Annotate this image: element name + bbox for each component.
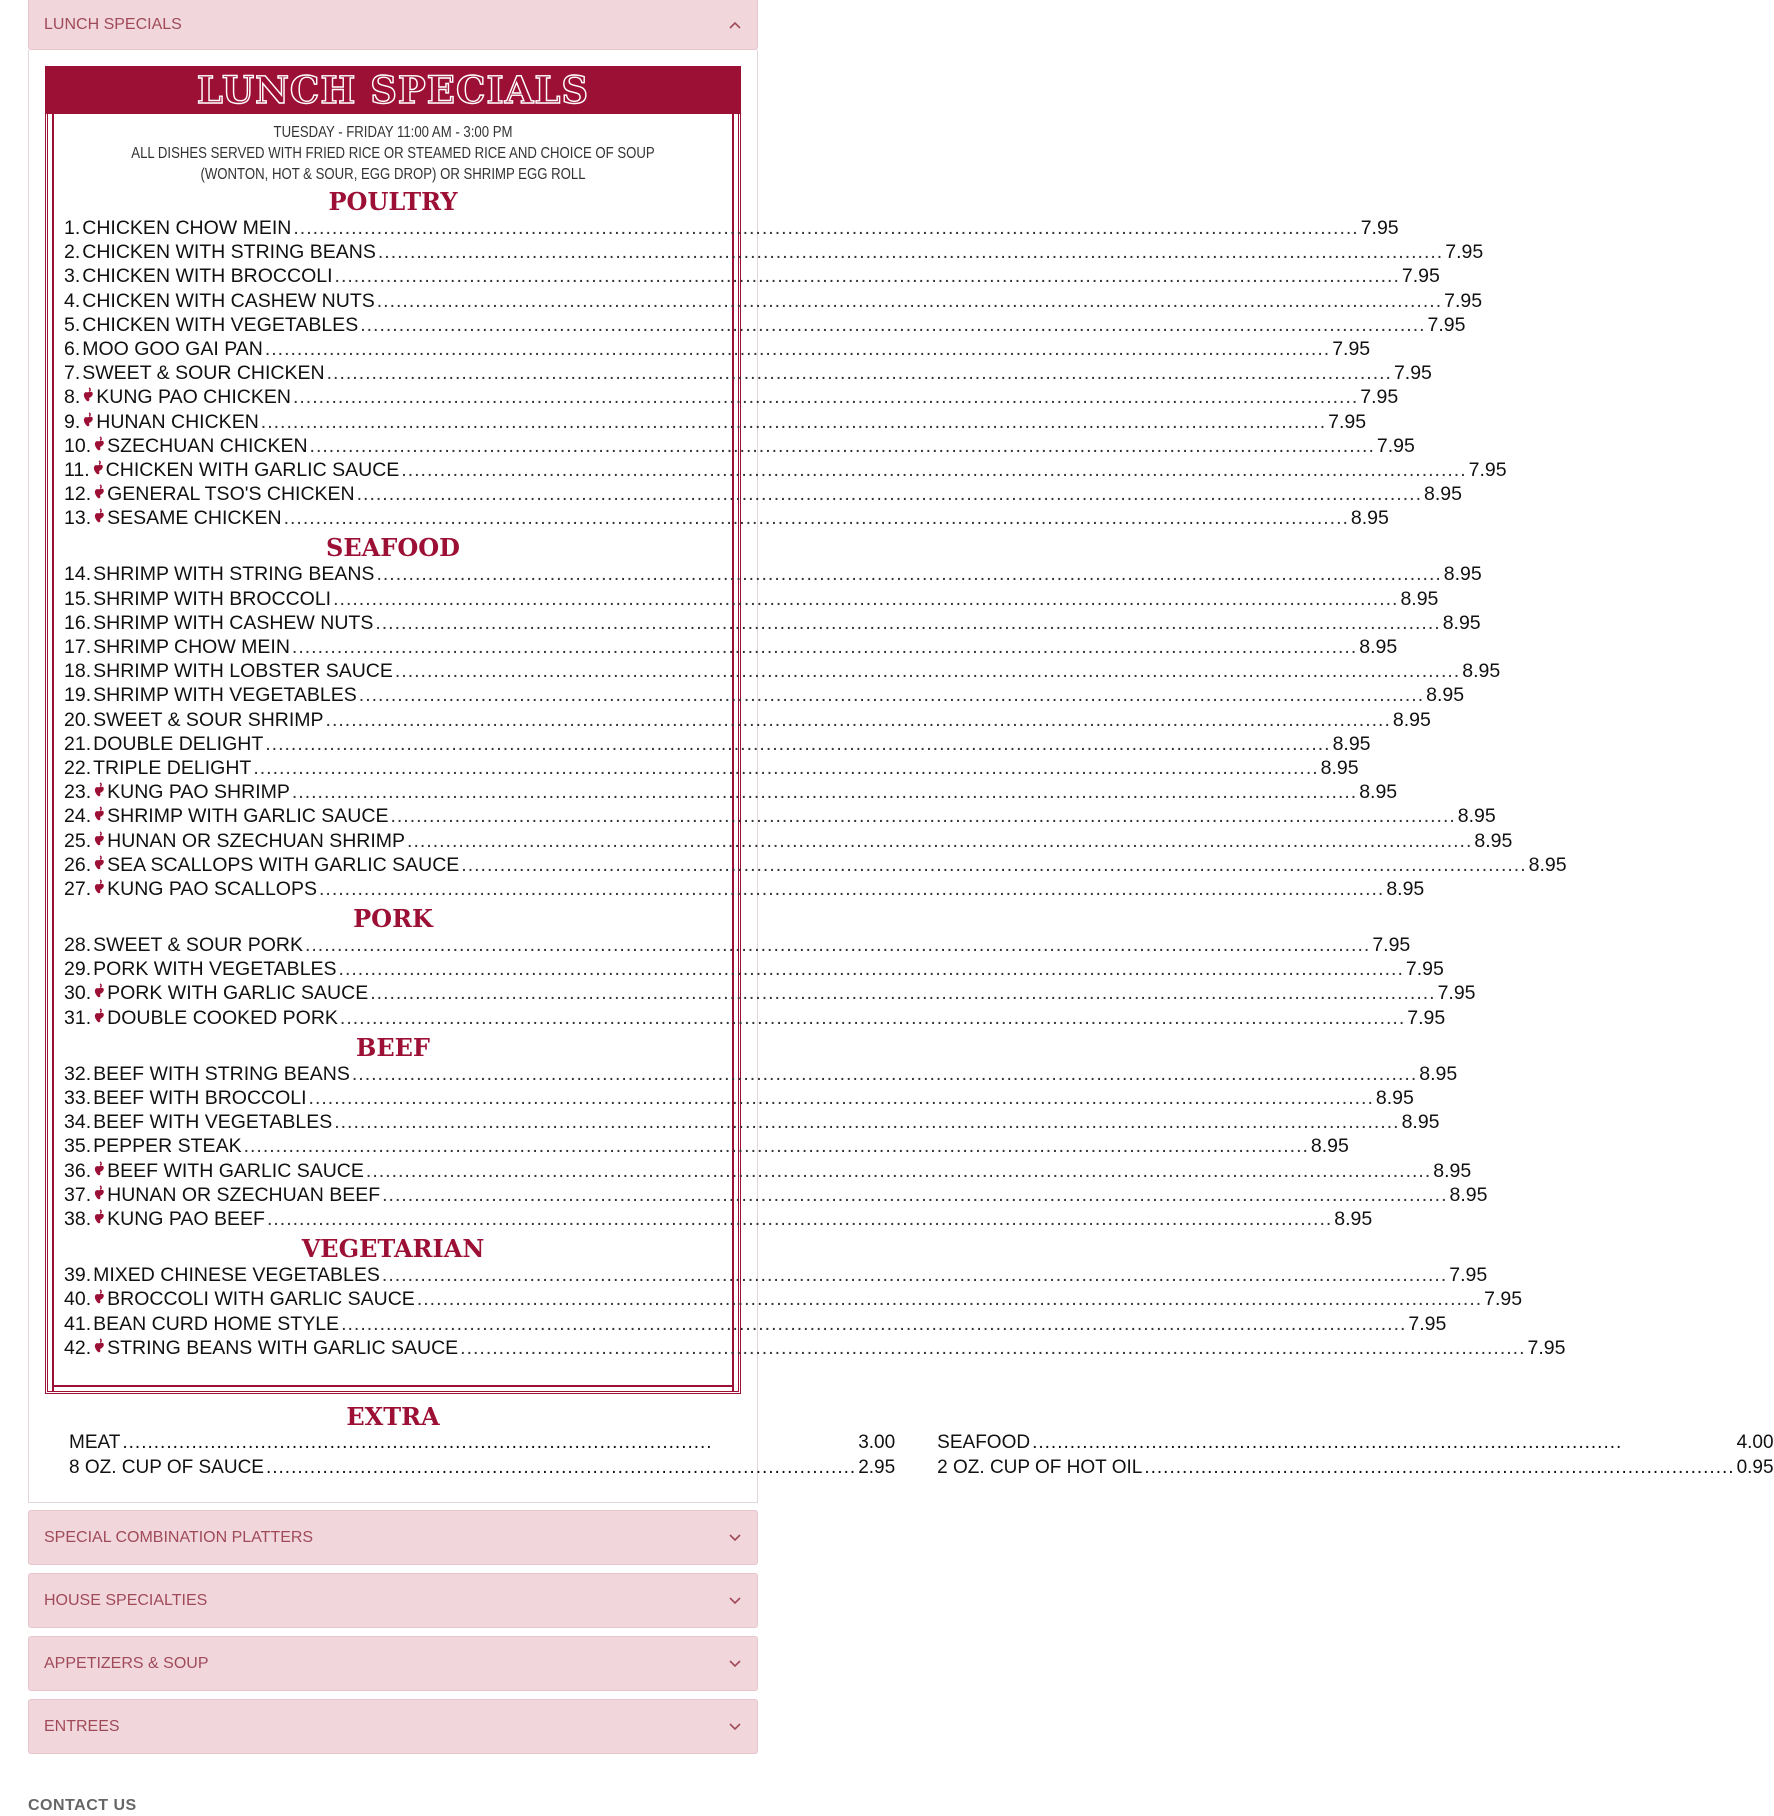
leader-dots bbox=[375, 612, 1440, 635]
menu-item-price: 8.95 bbox=[1320, 756, 1359, 779]
menu-item bbox=[48, 756, 1359, 781]
menu-item-price: 8.95 bbox=[1419, 1062, 1458, 1085]
menu-item bbox=[48, 877, 1425, 902]
leader-dots bbox=[360, 314, 1425, 337]
accordion-label: LUNCH SPECIALS bbox=[44, 15, 182, 33]
menu-item-name: BEEF WITH STRING BEANS bbox=[93, 1062, 350, 1085]
leader-dots bbox=[293, 217, 1358, 240]
leader-dots bbox=[305, 934, 1370, 957]
menu-item bbox=[48, 611, 1481, 636]
chevron-down-icon bbox=[728, 1720, 742, 1734]
menu-item-number: 36. bbox=[64, 1159, 92, 1182]
leader-dots bbox=[334, 1111, 1399, 1134]
pepper-icon bbox=[93, 983, 107, 1004]
pepper-icon bbox=[82, 412, 96, 433]
menu-item bbox=[48, 483, 1462, 507]
menu-item-price: 7.95 bbox=[1449, 1264, 1488, 1287]
menu-item-number: 35. bbox=[64, 1135, 92, 1158]
extra-col-left bbox=[69, 1432, 895, 1482]
menu-item-name: CHICKEN CHOW MEIN bbox=[82, 217, 292, 239]
menu-item-price: 7.95 bbox=[1360, 386, 1399, 409]
menu-item-name: SZECHUAN CHICKEN bbox=[107, 434, 308, 457]
accordion-label: APPETIZERS & SOUP bbox=[44, 1654, 209, 1672]
leader-dots bbox=[265, 338, 1330, 361]
accordion-header-appetizers-soup[interactable] bbox=[28, 1636, 758, 1691]
accordion-header-house-specialties[interactable] bbox=[28, 1573, 758, 1628]
pepper-icon bbox=[93, 879, 107, 900]
menu-item bbox=[48, 829, 1513, 854]
menu-item-number: 13. bbox=[64, 507, 92, 530]
menu-item-name: MIXED CHINESE VEGETABLES bbox=[93, 1264, 380, 1287]
menu-item-name: BEEF WITH GARLIC SAUCE bbox=[107, 1159, 364, 1182]
menu-item-number: 16. bbox=[64, 611, 92, 634]
menu-item-name: PORK WITH VEGETABLES bbox=[93, 958, 337, 981]
menu-item bbox=[48, 853, 1567, 878]
menu-item bbox=[48, 507, 1389, 531]
menu-item-price: 7.95 bbox=[1445, 241, 1484, 264]
menu-item-name: CHICKEN WITH GARLIC SAUCE bbox=[105, 458, 400, 481]
leader-dots bbox=[359, 684, 1424, 707]
menu-item-name: KUNG PAO SCALLOPS bbox=[107, 877, 317, 900]
pepper-icon bbox=[93, 831, 107, 852]
menu-banner-title: LUNCH SPECIALS bbox=[196, 68, 590, 112]
menu-item bbox=[48, 781, 1398, 805]
menu-item-price: 8.95 bbox=[1528, 853, 1567, 876]
pepper-icon bbox=[93, 1185, 107, 1206]
menu-item-price: 7.95 bbox=[1393, 362, 1432, 385]
menu-item-name: BROCCOLI WITH GARLIC SAUCE bbox=[107, 1288, 415, 1311]
menu-item-name: BEAN CURD HOME STYLE bbox=[93, 1312, 340, 1335]
menu-item bbox=[48, 708, 1431, 733]
leader-dots bbox=[401, 459, 1466, 482]
menu-item-price: 7.95 bbox=[1360, 217, 1399, 239]
menu-item-price: 8.95 bbox=[1310, 1135, 1349, 1158]
menu-item-name: DOUBLE DELIGHT bbox=[93, 732, 264, 755]
menu-item bbox=[48, 337, 1371, 362]
chevron-down-icon bbox=[728, 1657, 742, 1671]
menu-item-name: TRIPLE DELIGHT bbox=[93, 756, 252, 779]
contact-heading: CONTACT US bbox=[28, 1797, 137, 1814]
menu-item-name: SHRIMP WITH VEGETABLES bbox=[93, 684, 357, 707]
menu-item-number: 11. bbox=[64, 458, 90, 481]
leader-dots bbox=[284, 507, 1349, 530]
leader-dots bbox=[376, 563, 1441, 586]
menu-item-price: 7.95 bbox=[1427, 313, 1466, 336]
menu-item bbox=[48, 587, 1439, 612]
pepper-icon bbox=[93, 1209, 107, 1230]
menu-item bbox=[48, 636, 1398, 660]
menu-item-price: 8.95 bbox=[1449, 1183, 1488, 1206]
pepper-icon bbox=[93, 1338, 107, 1359]
menu-item-name: BEEF WITH VEGETABLES bbox=[93, 1111, 333, 1134]
extra-item bbox=[937, 1432, 1773, 1457]
menu-item-number: 25. bbox=[64, 829, 92, 852]
menu-item-price: 8.95 bbox=[1433, 1159, 1472, 1182]
pepper-icon bbox=[93, 436, 107, 457]
menu-item-name: SWEET & SOUR CHICKEN bbox=[82, 362, 325, 385]
accordion-header-entrees[interactable] bbox=[28, 1699, 758, 1754]
pepper-icon bbox=[93, 484, 107, 505]
menu-item-number: 32. bbox=[64, 1062, 92, 1085]
menu-item bbox=[48, 362, 1432, 386]
menu-item-name: PORK WITH GARLIC SAUCE bbox=[107, 982, 369, 1005]
menu-item-price: 8.95 bbox=[1386, 877, 1425, 900]
leader-dots bbox=[407, 830, 1472, 853]
menu-item-name: SHRIMP WITH GARLIC SAUCE bbox=[107, 805, 389, 828]
menu-item-number: 30. bbox=[64, 982, 92, 1005]
leader-dots bbox=[378, 241, 1443, 264]
menu-item-price: 8.95 bbox=[1457, 805, 1496, 828]
menu-item bbox=[48, 1111, 1440, 1135]
menu-item-name: CHICKEN WITH CASHEW NUTS bbox=[82, 289, 375, 312]
menu-item bbox=[48, 289, 1483, 314]
extra-item-price: 0.95 bbox=[1736, 1457, 1774, 1478]
menu-item-number: 27. bbox=[64, 877, 92, 900]
leader-dots bbox=[366, 1160, 1431, 1183]
menu-item-number: 8. bbox=[64, 386, 81, 409]
menu-item-number: 24. bbox=[64, 805, 92, 828]
pepper-icon bbox=[93, 806, 107, 827]
menu-item-number: 5. bbox=[64, 313, 81, 336]
menu-item-number: 23. bbox=[64, 781, 92, 804]
section-title: SEAFOOD bbox=[326, 533, 460, 563]
leader-dots bbox=[327, 362, 1392, 385]
menu-item-price: 8.95 bbox=[1334, 1207, 1373, 1230]
menu-item bbox=[48, 1264, 1488, 1288]
menu-item-number: 3. bbox=[64, 265, 81, 288]
leader-dots bbox=[326, 709, 1391, 732]
menu-item-number: 15. bbox=[64, 587, 92, 610]
menu-item-name: HUNAN OR SZECHUAN BEEF bbox=[107, 1183, 381, 1206]
menu-item-number: 12. bbox=[64, 483, 92, 506]
menu-item-name: BEEF WITH BROCCOLI bbox=[93, 1087, 307, 1109]
menu-item bbox=[48, 1087, 1414, 1111]
menu-item-price: 8.95 bbox=[1462, 660, 1501, 683]
menu-item-price: 8.95 bbox=[1442, 611, 1481, 634]
menu-item-name: KUNG PAO CHICKEN bbox=[96, 386, 291, 409]
leader-dots bbox=[382, 1184, 1447, 1207]
pepper-icon bbox=[93, 1008, 107, 1029]
menu-item-price: 7.95 bbox=[1401, 265, 1440, 288]
menu-item-price: 8.95 bbox=[1401, 1111, 1440, 1134]
menu-item bbox=[48, 434, 1415, 459]
menu-item-name: SESAME CHICKEN bbox=[107, 507, 282, 530]
menu-item-name: HUNAN CHICKEN bbox=[96, 410, 259, 433]
accordion-label: ENTREES bbox=[44, 1717, 120, 1735]
menu-item-number: 22. bbox=[64, 756, 92, 779]
menu-item-price: 7.95 bbox=[1437, 982, 1476, 1005]
menu-item-number: 26. bbox=[64, 853, 92, 876]
leader-dots bbox=[319, 878, 1384, 901]
menu-item-number: 28. bbox=[64, 934, 92, 957]
menu-item-name: KUNG PAO SHRIMP bbox=[107, 781, 290, 804]
extra-col-right bbox=[937, 1432, 1773, 1482]
menu-item-price: 7.95 bbox=[1328, 410, 1367, 433]
menu-item-number: 39. bbox=[64, 1264, 92, 1287]
menu-item-price: 8.95 bbox=[1443, 563, 1482, 586]
menu-item-number: 18. bbox=[64, 660, 92, 683]
menu-item-price: 8.95 bbox=[1474, 829, 1513, 852]
section-title: BEEF bbox=[356, 1032, 430, 1062]
pepper-icon bbox=[93, 782, 107, 803]
menu-item-name: SHRIMP CHOW MEIN bbox=[93, 636, 290, 658]
menu-sections bbox=[48, 187, 1567, 1361]
extra-item-name: 2 OZ. CUP OF HOT OIL bbox=[937, 1457, 1143, 1478]
leader-dots bbox=[253, 757, 1318, 780]
accordion-header-combination-platters[interactable] bbox=[28, 1510, 758, 1565]
leader-dots bbox=[122, 1432, 856, 1454]
pepper-icon bbox=[93, 1161, 107, 1182]
menu-frame bbox=[45, 114, 1567, 1394]
pepper-icon bbox=[93, 508, 107, 529]
leader-dots bbox=[395, 660, 1460, 683]
menu-info bbox=[100, 114, 687, 185]
menu-item-name: SWEET & SOUR SHRIMP bbox=[93, 708, 324, 731]
menu-item-price: 8.95 bbox=[1423, 483, 1462, 506]
menu-item bbox=[48, 732, 1371, 757]
menu-item-number: 17. bbox=[64, 636, 92, 658]
menu-item-name: KUNG PAO BEEF bbox=[107, 1207, 265, 1230]
menu-item bbox=[48, 265, 1440, 289]
menu-item-name: DOUBLE COOKED PORK bbox=[107, 1006, 338, 1029]
menu-item-number: 7. bbox=[64, 362, 81, 385]
extra-item-price: 2.95 bbox=[858, 1457, 896, 1478]
menu-item-number: 29. bbox=[64, 958, 92, 981]
menu-item-price: 8.95 bbox=[1392, 708, 1431, 731]
menu-item-number: 40. bbox=[64, 1288, 92, 1311]
chevron-up-icon bbox=[728, 18, 742, 32]
menu-item bbox=[48, 934, 1411, 958]
menu-item-number: 38. bbox=[64, 1207, 92, 1230]
accordion-panel-lunch-specials bbox=[28, 50, 1774, 1503]
menu-item-number: 10. bbox=[64, 434, 92, 457]
menu-item bbox=[48, 958, 1444, 982]
leader-dots bbox=[382, 1264, 1447, 1287]
leader-dots bbox=[377, 290, 1442, 313]
menu-banner bbox=[45, 66, 741, 114]
leader-dots bbox=[460, 1337, 1525, 1360]
menu-item bbox=[48, 1288, 1523, 1312]
leader-dots bbox=[265, 733, 1330, 756]
extra-item bbox=[69, 1432, 895, 1457]
extra-item-name: SEAFOOD bbox=[937, 1432, 1031, 1453]
leader-dots bbox=[1032, 1432, 1734, 1454]
leader-dots bbox=[461, 854, 1526, 877]
leader-dots bbox=[335, 265, 1400, 288]
menu-item-name: CHICKEN WITH BROCCOLI bbox=[82, 265, 333, 288]
leader-dots bbox=[390, 805, 1455, 828]
menu-item-price: 8.95 bbox=[1350, 507, 1389, 530]
menu-item-name: SHRIMP WITH LOBSTER SAUCE bbox=[93, 660, 393, 683]
menu-item-price: 8.95 bbox=[1375, 1087, 1414, 1109]
extra-grid bbox=[45, 1432, 1774, 1482]
menu-item-name: STRING BEANS WITH GARLIC SAUCE bbox=[107, 1336, 459, 1359]
menu-item-price: 7.95 bbox=[1444, 289, 1483, 312]
leader-dots bbox=[339, 958, 1404, 981]
menu-item-name: SEA SCALLOPS WITH GARLIC SAUCE bbox=[107, 853, 460, 876]
menu-item-price: 8.95 bbox=[1359, 781, 1398, 804]
menu-item-name: SHRIMP WITH CASHEW NUTS bbox=[93, 611, 374, 634]
extra-item-price: 3.00 bbox=[858, 1432, 896, 1453]
info-line: ALL DISHES SERVED WITH FRIED RICE OR STEAMED RICE AND CHOICE OF SOUP bbox=[131, 145, 655, 162]
leader-dots bbox=[292, 636, 1357, 659]
menu-item-number: 14. bbox=[64, 563, 92, 586]
menu-item bbox=[48, 805, 1496, 829]
menu-item-name: MOO GOO GAI PAN bbox=[82, 337, 263, 360]
menu-item-price: 8.95 bbox=[1426, 684, 1465, 707]
section-title: VEGETARIAN bbox=[301, 1234, 485, 1264]
menu-item bbox=[48, 1135, 1349, 1159]
extra-item-price: 4.00 bbox=[1736, 1432, 1774, 1453]
lunch-menu-card bbox=[45, 66, 1774, 1482]
leader-dots bbox=[417, 1288, 1482, 1311]
leader-dots bbox=[244, 1135, 1309, 1158]
menu-item-price: 8.95 bbox=[1359, 636, 1398, 658]
leader-dots bbox=[309, 1087, 1374, 1110]
menu-item bbox=[48, 563, 1482, 587]
menu-item bbox=[48, 313, 1466, 338]
leader-dots bbox=[267, 1208, 1332, 1231]
menu-item-number: 4. bbox=[64, 289, 81, 312]
menu-item-name: HUNAN OR SZECHUAN SHRIMP bbox=[107, 829, 406, 852]
menu-item-number: 37. bbox=[64, 1183, 92, 1206]
section-title: PORK bbox=[353, 904, 433, 934]
menu-item-price: 7.95 bbox=[1468, 458, 1507, 481]
menu-item bbox=[48, 1062, 1458, 1087]
menu-item bbox=[48, 1159, 1472, 1184]
section-title: POULTRY bbox=[328, 187, 458, 216]
menu-item bbox=[48, 1207, 1373, 1232]
menu-item bbox=[48, 684, 1465, 708]
chevron-down-icon bbox=[728, 1531, 742, 1545]
accordion-label: HOUSE SPECIALTIES bbox=[44, 1591, 208, 1609]
menu-item-name: CHICKEN WITH VEGETABLES bbox=[82, 313, 359, 336]
menu-item bbox=[48, 1336, 1566, 1361]
leader-dots bbox=[292, 781, 1357, 804]
menu-item-price: 7.95 bbox=[1484, 1288, 1523, 1311]
info-line: TUESDAY - FRIDAY 11:00 AM - 3:00 PM bbox=[273, 124, 513, 141]
menu-item bbox=[48, 217, 1399, 241]
menu-item-name: GENERAL TSO'S CHICKEN bbox=[107, 483, 355, 506]
leader-dots bbox=[340, 1007, 1405, 1030]
menu-item bbox=[48, 386, 1399, 410]
menu-item-number: 34. bbox=[64, 1111, 92, 1134]
accordion-label: SPECIAL COMBINATION PLATTERS bbox=[44, 1528, 314, 1546]
leader-dots bbox=[370, 982, 1435, 1005]
menu-item-name: SHRIMP WITH STRING BEANS bbox=[93, 563, 375, 586]
menu-item-price: 7.95 bbox=[1405, 958, 1444, 981]
menu-item-number: 33. bbox=[64, 1087, 92, 1109]
menu-item-number: 31. bbox=[64, 1006, 92, 1029]
menu-item-number: 41. bbox=[64, 1312, 92, 1335]
info-line: (WONTON, HOT & SOUR, EGG DROP) OR SHRIMP EGG ROLL bbox=[200, 166, 586, 183]
leader-dots bbox=[1144, 1457, 1734, 1479]
extra-item-name: 8 OZ. CUP OF SAUCE bbox=[69, 1457, 264, 1478]
menu-item-number: 20. bbox=[64, 708, 92, 731]
pepper-icon bbox=[92, 460, 106, 481]
menu-item-number: 2. bbox=[64, 241, 81, 264]
leader-dots bbox=[352, 1063, 1417, 1086]
extra-item bbox=[69, 1457, 895, 1482]
menu-item-number: 9. bbox=[64, 410, 81, 433]
menu-item-name: PEPPER STEAK bbox=[93, 1135, 242, 1158]
menu-item bbox=[48, 1006, 1446, 1031]
leader-dots bbox=[261, 411, 1326, 434]
menu-item-number: 6. bbox=[64, 337, 81, 360]
menu-item bbox=[48, 410, 1367, 435]
leader-dots bbox=[310, 435, 1375, 458]
pepper-icon bbox=[93, 855, 107, 876]
menu-item-name: CHICKEN WITH STRING BEANS bbox=[82, 241, 376, 264]
menu-item bbox=[48, 241, 1484, 265]
menu-item-price: 7.95 bbox=[1332, 337, 1371, 360]
extra-item-name: MEAT bbox=[69, 1432, 121, 1453]
menu-item-price: 7.95 bbox=[1527, 1336, 1566, 1359]
menu-item bbox=[48, 982, 1476, 1006]
leader-dots bbox=[293, 386, 1358, 409]
leader-dots bbox=[341, 1313, 1406, 1336]
menu-item-price: 8.95 bbox=[1400, 587, 1439, 610]
menu-item-price: 7.95 bbox=[1408, 1312, 1447, 1335]
menu-item-number: 1. bbox=[64, 217, 81, 239]
menu-item bbox=[48, 1183, 1488, 1208]
chevron-down-icon bbox=[728, 1594, 742, 1608]
menu-item bbox=[48, 458, 1507, 483]
menu-item-price: 7.95 bbox=[1407, 1006, 1446, 1029]
extra-item bbox=[937, 1457, 1773, 1482]
menu-item-name: SHRIMP WITH BROCCOLI bbox=[93, 587, 332, 610]
menu-item bbox=[48, 660, 1501, 684]
accordion-header-lunch-specials[interactable] bbox=[28, 0, 758, 50]
extra-title: EXTRA bbox=[346, 1402, 440, 1431]
menu-item-name: SWEET & SOUR PORK bbox=[93, 934, 303, 957]
menu-item-number: 42. bbox=[64, 1336, 92, 1359]
leader-dots bbox=[333, 588, 1398, 611]
leader-dots bbox=[357, 483, 1422, 506]
menu-item-price: 8.95 bbox=[1332, 732, 1371, 755]
pepper-icon bbox=[82, 387, 96, 408]
menu-item-number: 21. bbox=[64, 732, 92, 755]
pepper-icon bbox=[93, 1289, 107, 1310]
menu-item-price: 7.95 bbox=[1376, 434, 1415, 457]
leader-dots bbox=[266, 1457, 856, 1479]
menu-item-price: 7.95 bbox=[1372, 934, 1411, 957]
menu-item-number: 19. bbox=[64, 684, 92, 707]
menu-item bbox=[48, 1312, 1447, 1337]
